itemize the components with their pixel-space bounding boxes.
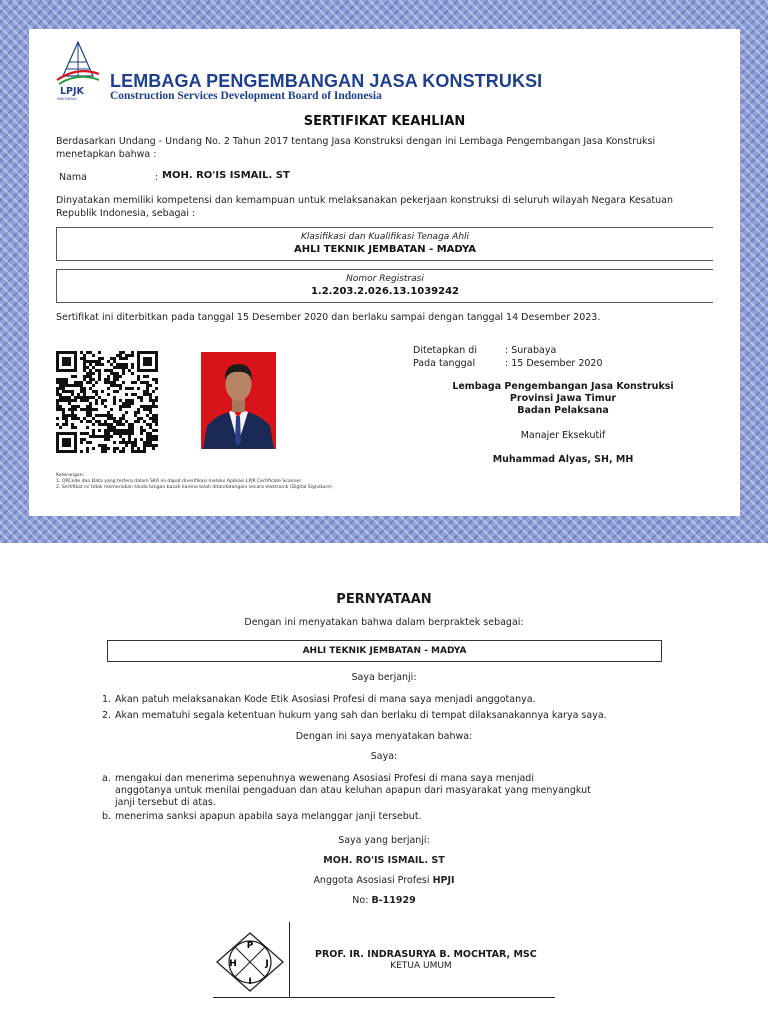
list-item: [102, 694, 662, 706]
registration-label: Nomor Registrasi: [346, 274, 424, 284]
signer-heading: Saya yang berjanji:: [338, 835, 430, 846]
org-name-english: Construction Services Development Board of Indonesia: [110, 90, 382, 102]
hpji-letter: I: [248, 977, 252, 987]
tanggal-value: : 15 Desember 2020: [505, 358, 603, 369]
statement-role-box: AHLI TEKNIK JEMBATAN - MADYA: [107, 640, 662, 662]
classification-value: AHLI TEKNIK JEMBATAN - MADYA: [293, 244, 477, 255]
member-no: B-11929: [371, 895, 416, 906]
ditetapkan-value: : Surabaya: [505, 345, 557, 356]
logo-text: LPJK: [60, 86, 84, 97]
holder-name: MOH. RO'IS ISMAIL. ST: [162, 170, 290, 181]
signer-name: MOH. RO'IS ISMAIL. ST: [323, 855, 445, 866]
registration-box: [56, 269, 713, 303]
lpjk-emblem-icon: [53, 40, 103, 88]
ditetapkan-label: Ditetapkan di: [413, 345, 477, 356]
tanggal-label: Pada tanggal: [413, 358, 476, 369]
list-marker: 1.: [102, 694, 112, 705]
hpji-logo-icon: [215, 931, 285, 993]
legal-basis-text: Berdasarkan Undang - Undang No. 2 Tahun 2017 tentang Jasa Konstruksi dengan ini Lembaga Pengembangan Jasa Konstruksi menetapkan bahwa :: [56, 136, 656, 160]
notes-title: Keterangan:: [56, 473, 85, 478]
classification-box: [56, 227, 713, 261]
signature-baseline: [213, 997, 555, 998]
member-prefix: Anggota Asosiasi Profesi: [313, 875, 430, 886]
list-item: [102, 710, 662, 722]
hpji-letter: H: [229, 959, 237, 969]
declaration-list: [102, 773, 592, 825]
issuance-details: [413, 344, 713, 370]
list-marker: b.: [102, 811, 112, 822]
manager-title: Manajer Eksekutif: [520, 430, 606, 441]
chair-title: KETUA UMUM: [390, 961, 452, 971]
holder-photo: [201, 352, 276, 449]
list-marker: a.: [102, 773, 111, 784]
list-item-text: Akan mematuhi segala ketentuan hukum yang sah dan berlaku di tempat dilaksanakannya karya saya.: [115, 710, 607, 721]
certificate-title: SERTIFIKAT KEAHLIAN: [303, 114, 466, 129]
logo-subtext: INDONESIA: [57, 97, 77, 101]
issuer-line-1: Lembaga Pengembangan Jasa Konstruksi: [452, 381, 674, 392]
statement-title: PERNYATAAN: [336, 592, 432, 607]
promise-list: [102, 694, 662, 726]
chair-name: PROF. IR. INDRASURYA B. MOCHTAR, MSC: [315, 949, 537, 960]
issuer-line-3: Badan Pelaksana: [517, 405, 609, 416]
signature-divider: [289, 922, 290, 998]
declaration-text: Dinyatakan memiliki kompetensi dan kemampuan untuk melaksanakan pekerjaan konstruksi di seluruh wilayah Negara Kesatuan Republik Indonesia, sebagai :: [56, 195, 674, 219]
member-no-prefix: No:: [352, 895, 369, 906]
promise-heading: Saya berjanji:: [351, 672, 417, 683]
note-1: 1. QRCode dan Data yang tertera dalam SKA ini dapat diverifikasi melalui Aplikasi LPJK Certificate Scanner: [56, 479, 302, 484]
list-item-text: menerima sanksi apapun apabila saya melanggar janji tersebut.: [115, 811, 422, 822]
list-item-text: Akan patuh melaksanakan Kode Etik Asosiasi Profesi di mana saya menjadi anggotanya.: [115, 694, 536, 705]
notes: [56, 473, 456, 491]
list-item: [102, 773, 592, 809]
name-label: Nama: [59, 172, 88, 183]
declare-heading: Dengan ini saya menyatakan bahwa:: [295, 731, 473, 742]
certificate-body: [29, 29, 740, 516]
portrait-icon: [201, 352, 276, 449]
registration-value: 1.2.203.2.026.13.1039242: [310, 286, 460, 297]
name-colon: :: [155, 172, 159, 183]
member-number-line: [0, 895, 768, 906]
hpji-letter: J: [265, 959, 269, 969]
note-2: 2. Sertifikat ini tidak memerlukan tanda tangan basah karena telah ditandatangani secara elektronik (Digital Signature): [56, 485, 332, 490]
manager-name: Muhammad Alyas, SH, MH: [492, 454, 634, 465]
lpjk-logo: [53, 40, 103, 104]
qr-code-icon: [56, 351, 158, 453]
declare-subheading: Saya:: [370, 751, 398, 762]
hpji-letter: P: [246, 941, 254, 951]
validity-text: Sertifikat ini diterbitkan pada tanggal 15 Desember 2020 dan berlaku sampai dengan tanggal 14 Desember 2023.: [56, 312, 601, 323]
issuer-block: [413, 381, 713, 417]
list-item: [102, 811, 592, 823]
list-marker: 2.: [102, 710, 112, 721]
classification-label: Klasifikasi dan Kualifikasi Tenaga Ahli: [300, 232, 470, 242]
issuer-line-2: Provinsi Jawa Timur: [509, 393, 617, 404]
statement-intro: Dengan ini menyatakan bahwa dalam berpraktek sebagai:: [244, 617, 524, 628]
list-item-text: mengakui dan menerima sepenuhnya wewenang Asosiasi Profesi di mana saya menjadi anggotanya untuk menilai pengaduan dan atau keluhan apapun dari masyarakat yang menyangkut janji tersebut di atas.: [115, 773, 591, 808]
org-name: LEMBAGA PENGEMBANGAN JASA KONSTRUKSI: [110, 71, 543, 91]
membership-line: [0, 875, 768, 886]
member-association: HPJI: [432, 875, 455, 886]
